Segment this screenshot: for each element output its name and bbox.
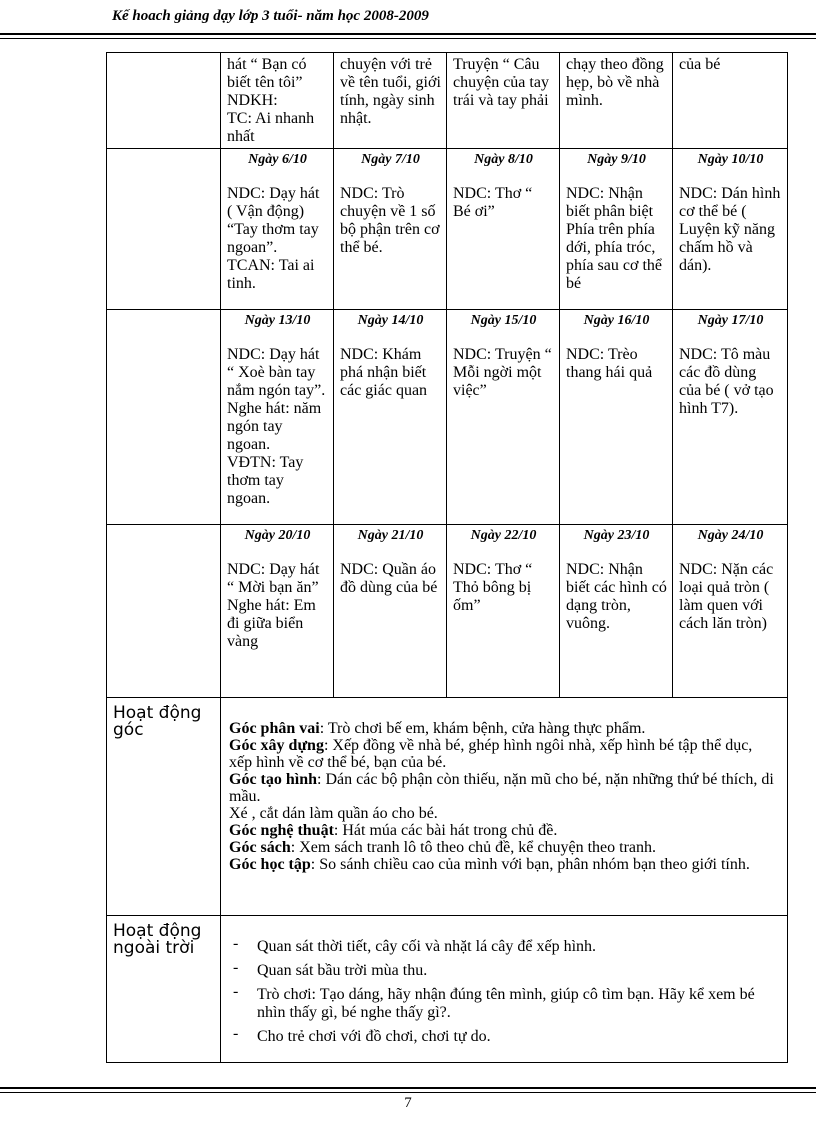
list-item: [233, 983, 777, 1022]
list-item: [233, 1025, 777, 1046]
corner-item-title: Góc xây dựng: [229, 737, 324, 754]
activity-text: NDC: Dạy hát “ Mời bạn ăn” Nghe hát: Em đi giữa biển vàng: [227, 561, 320, 650]
activity-text: NDC: Trèo thang hái quả: [566, 346, 653, 381]
schedule-cell: [673, 525, 788, 698]
activity-text: NDC: Khám phá nhận biết các giác quan: [340, 346, 428, 399]
corner-item-text: : Xem sách tranh lô tô theo chủ đề, kể chuyện theo tranh.: [290, 839, 656, 856]
day-label: Ngày 13/10: [244, 313, 311, 328]
day-label: Ngày 7/10: [361, 152, 420, 167]
day-label: Ngày 10/10: [697, 152, 764, 167]
bullet-dash: -: [233, 935, 239, 952]
activity-text: NDC: Dạy hát ( Vận động) “Tay thơm tay ngoan”. TCAN: Tai ai tinh.: [227, 185, 320, 292]
day-label: Ngày 8/10: [474, 152, 533, 167]
corner-item: [229, 839, 777, 856]
schedule-cell: [560, 525, 673, 698]
bullet-dash: -: [233, 959, 239, 976]
row-label-cell: [107, 53, 221, 149]
schedule-cell: [560, 310, 673, 525]
day-label: Ngày 14/10: [357, 313, 424, 328]
day-label: Ngày 15/10: [470, 313, 537, 328]
header-rule-thick: [0, 33, 816, 35]
activity-text: NDC: Truyện “ Mỗi ngời một việc”: [453, 346, 552, 399]
footer-rule-thin: [0, 1092, 816, 1093]
schedule-cell: [560, 149, 673, 310]
list-item-text: Cho trẻ chơi với đồ chơi, chơi tự do.: [257, 1028, 491, 1045]
corner-item: [229, 771, 777, 805]
corner-item-text: : So sánh chiều cao của mình với bạn, phân nhóm bạn theo giới tính.: [310, 856, 750, 873]
page-number: 7: [404, 1095, 412, 1111]
day-label: Ngày 23/10: [583, 528, 650, 543]
corner-item: [229, 737, 777, 771]
schedule-row: [107, 53, 788, 149]
corner-item-text: : Trò chơi bế em, khám bệnh, cửa hàng thực phẩm.: [319, 720, 646, 737]
activity-text: của bé: [679, 56, 721, 73]
outdoor-activities-row: [107, 916, 788, 1063]
day-label: Ngày 24/10: [697, 528, 764, 543]
corner-item-title: Góc nghệ thuật: [229, 822, 334, 839]
schedule-cell: [334, 149, 447, 310]
corner-item-title: Góc tạo hình: [229, 771, 318, 788]
activity-text: NDC: Dán hình cơ thể bé ( Luyện kỹ năng chấm hồ và dán).: [679, 185, 781, 274]
schedule-cell: [221, 525, 334, 698]
list-item: [233, 935, 777, 956]
corner-item-text: Xé , cắt dán làm quần áo cho bé.: [229, 805, 438, 822]
schedule-cell: [334, 310, 447, 525]
schedule-cell: [447, 149, 560, 310]
schedule-cell: [447, 53, 560, 149]
schedule-cell: [221, 310, 334, 525]
outdoor-activities-list: [221, 916, 787, 1046]
activity-text: NDC: Nhận biết phân biệt Phía trên phía dới, phía tróc, phía sau cơ thể bé: [566, 185, 662, 292]
schedule-cell: [673, 149, 788, 310]
activity-text: chạy theo đồng hẹp, bò về nhà mình.: [566, 56, 664, 109]
schedule-cell: [447, 525, 560, 698]
list-item-text: Quan sát bầu trời mùa thu.: [257, 962, 428, 979]
corner-item-title: Góc sách: [229, 839, 291, 856]
outdoor-activities-cell: [221, 916, 788, 1063]
bullet-dash: -: [233, 983, 239, 1000]
activity-text: NDC: Thơ “ Thỏ bông bị ốm”: [453, 561, 533, 614]
schedule-row: [107, 525, 788, 698]
activity-text: NDC: Nhận biết các hình có dạng tròn, vuông.: [566, 561, 667, 632]
activity-text: NDC: Nặn các loại quả tròn ( làm quen với cách lăn tròn): [679, 561, 774, 632]
corner-item: [229, 720, 777, 737]
day-label: Ngày 6/10: [248, 152, 307, 167]
schedule-cell: [221, 53, 334, 149]
document-header-title: Kế hoach giảng dạy lớp 3 tuổi- năm học 2008-2009: [112, 8, 429, 24]
activity-text: hát “ Bạn có biết tên tôi” NDKH: TC: Ai nhanh nhất: [227, 56, 315, 145]
footer-rule-thick: [0, 1087, 816, 1089]
schedule-cell: [560, 53, 673, 149]
corner-activities-cell: [221, 698, 788, 916]
list-item: [233, 959, 777, 980]
activity-text: Truyện “ Câu chuyện của tay trái và tay phải: [453, 56, 549, 109]
day-label: Ngày 20/10: [244, 528, 311, 543]
bullet-dash: -: [233, 1025, 239, 1042]
corner-activities-label: Hoạt động góc: [113, 703, 202, 740]
activity-text: NDC: Thơ “ Bé ơi”: [453, 185, 533, 220]
corner-item-title: Góc học tập: [229, 856, 311, 873]
schedule-cell: [673, 53, 788, 149]
corner-activities-list: [221, 698, 787, 873]
schedule-cell: [334, 53, 447, 149]
corner-item: [229, 805, 777, 822]
corner-activities-label-cell: [107, 698, 221, 916]
corner-item-text: : Hát múa các bài hát trong chủ đề.: [333, 822, 558, 839]
activity-text: NDC: Quần áo đồ dùng của bé: [340, 561, 438, 596]
day-label: Ngày 22/10: [470, 528, 537, 543]
schedule-cell: [673, 310, 788, 525]
schedule-cell: [334, 525, 447, 698]
outdoor-activities-label-cell: [107, 916, 221, 1063]
lesson-plan-table: [106, 52, 788, 1063]
activity-text: NDC: Trò chuyện về 1 số bộ phận trên cơ thể bé.: [340, 185, 440, 256]
corner-item: [229, 822, 777, 839]
day-label: Ngày 16/10: [583, 313, 650, 328]
corner-item-title: Góc phân vai: [229, 720, 320, 737]
corner-activities-row: [107, 698, 788, 916]
schedule-cell: [221, 149, 334, 310]
schedule-cell: [447, 310, 560, 525]
row-label-cell: [107, 310, 221, 525]
row-label-cell: [107, 149, 221, 310]
schedule-row: [107, 310, 788, 525]
day-label: Ngày 21/10: [357, 528, 424, 543]
corner-item-text: : Dán các bộ phận còn thiếu, nặn mũ cho bé, nặn những thứ bé thích, di mầu.: [229, 771, 774, 805]
outdoor-activities-label: Hoạt động ngoài trời: [113, 921, 202, 958]
header-rule-thin: [0, 38, 816, 39]
activity-text: chuyện với trẻ về tên tuổi, giới tính, ngày sinh nhật.: [340, 56, 441, 127]
row-label-cell: [107, 525, 221, 698]
day-label: Ngày 9/10: [587, 152, 646, 167]
list-item-text: Quan sát thời tiết, cây cối và nhặt lá cây để xếp hình.: [257, 938, 597, 955]
activity-text: NDC: Tô màu các đồ dùng của bé ( vở tạo hình T7).: [679, 346, 774, 417]
corner-item: [229, 856, 777, 873]
day-label: Ngày 17/10: [697, 313, 764, 328]
corner-item-text: : Xếp đồng về nhà bé, ghép hình ngôi nhà, xếp hình bé tập thể dục, xếp hình về cơ thể bé, bạn của bé.: [229, 737, 753, 771]
schedule-row: [107, 149, 788, 310]
list-item-text: Trò chơi: Tạo dáng, hãy nhận đúng tên mình, giúp cô tìm bạn. Hãy kể xem bé nhìn thấy gì, bé nghe thấy gì?.: [257, 986, 755, 1021]
activity-text: NDC: Dạy hát “ Xoè bàn tay nắm ngón tay”. Nghe hát: năm ngón tay ngoan. VĐTN: Tay thơm tay ngoan.: [227, 346, 326, 507]
